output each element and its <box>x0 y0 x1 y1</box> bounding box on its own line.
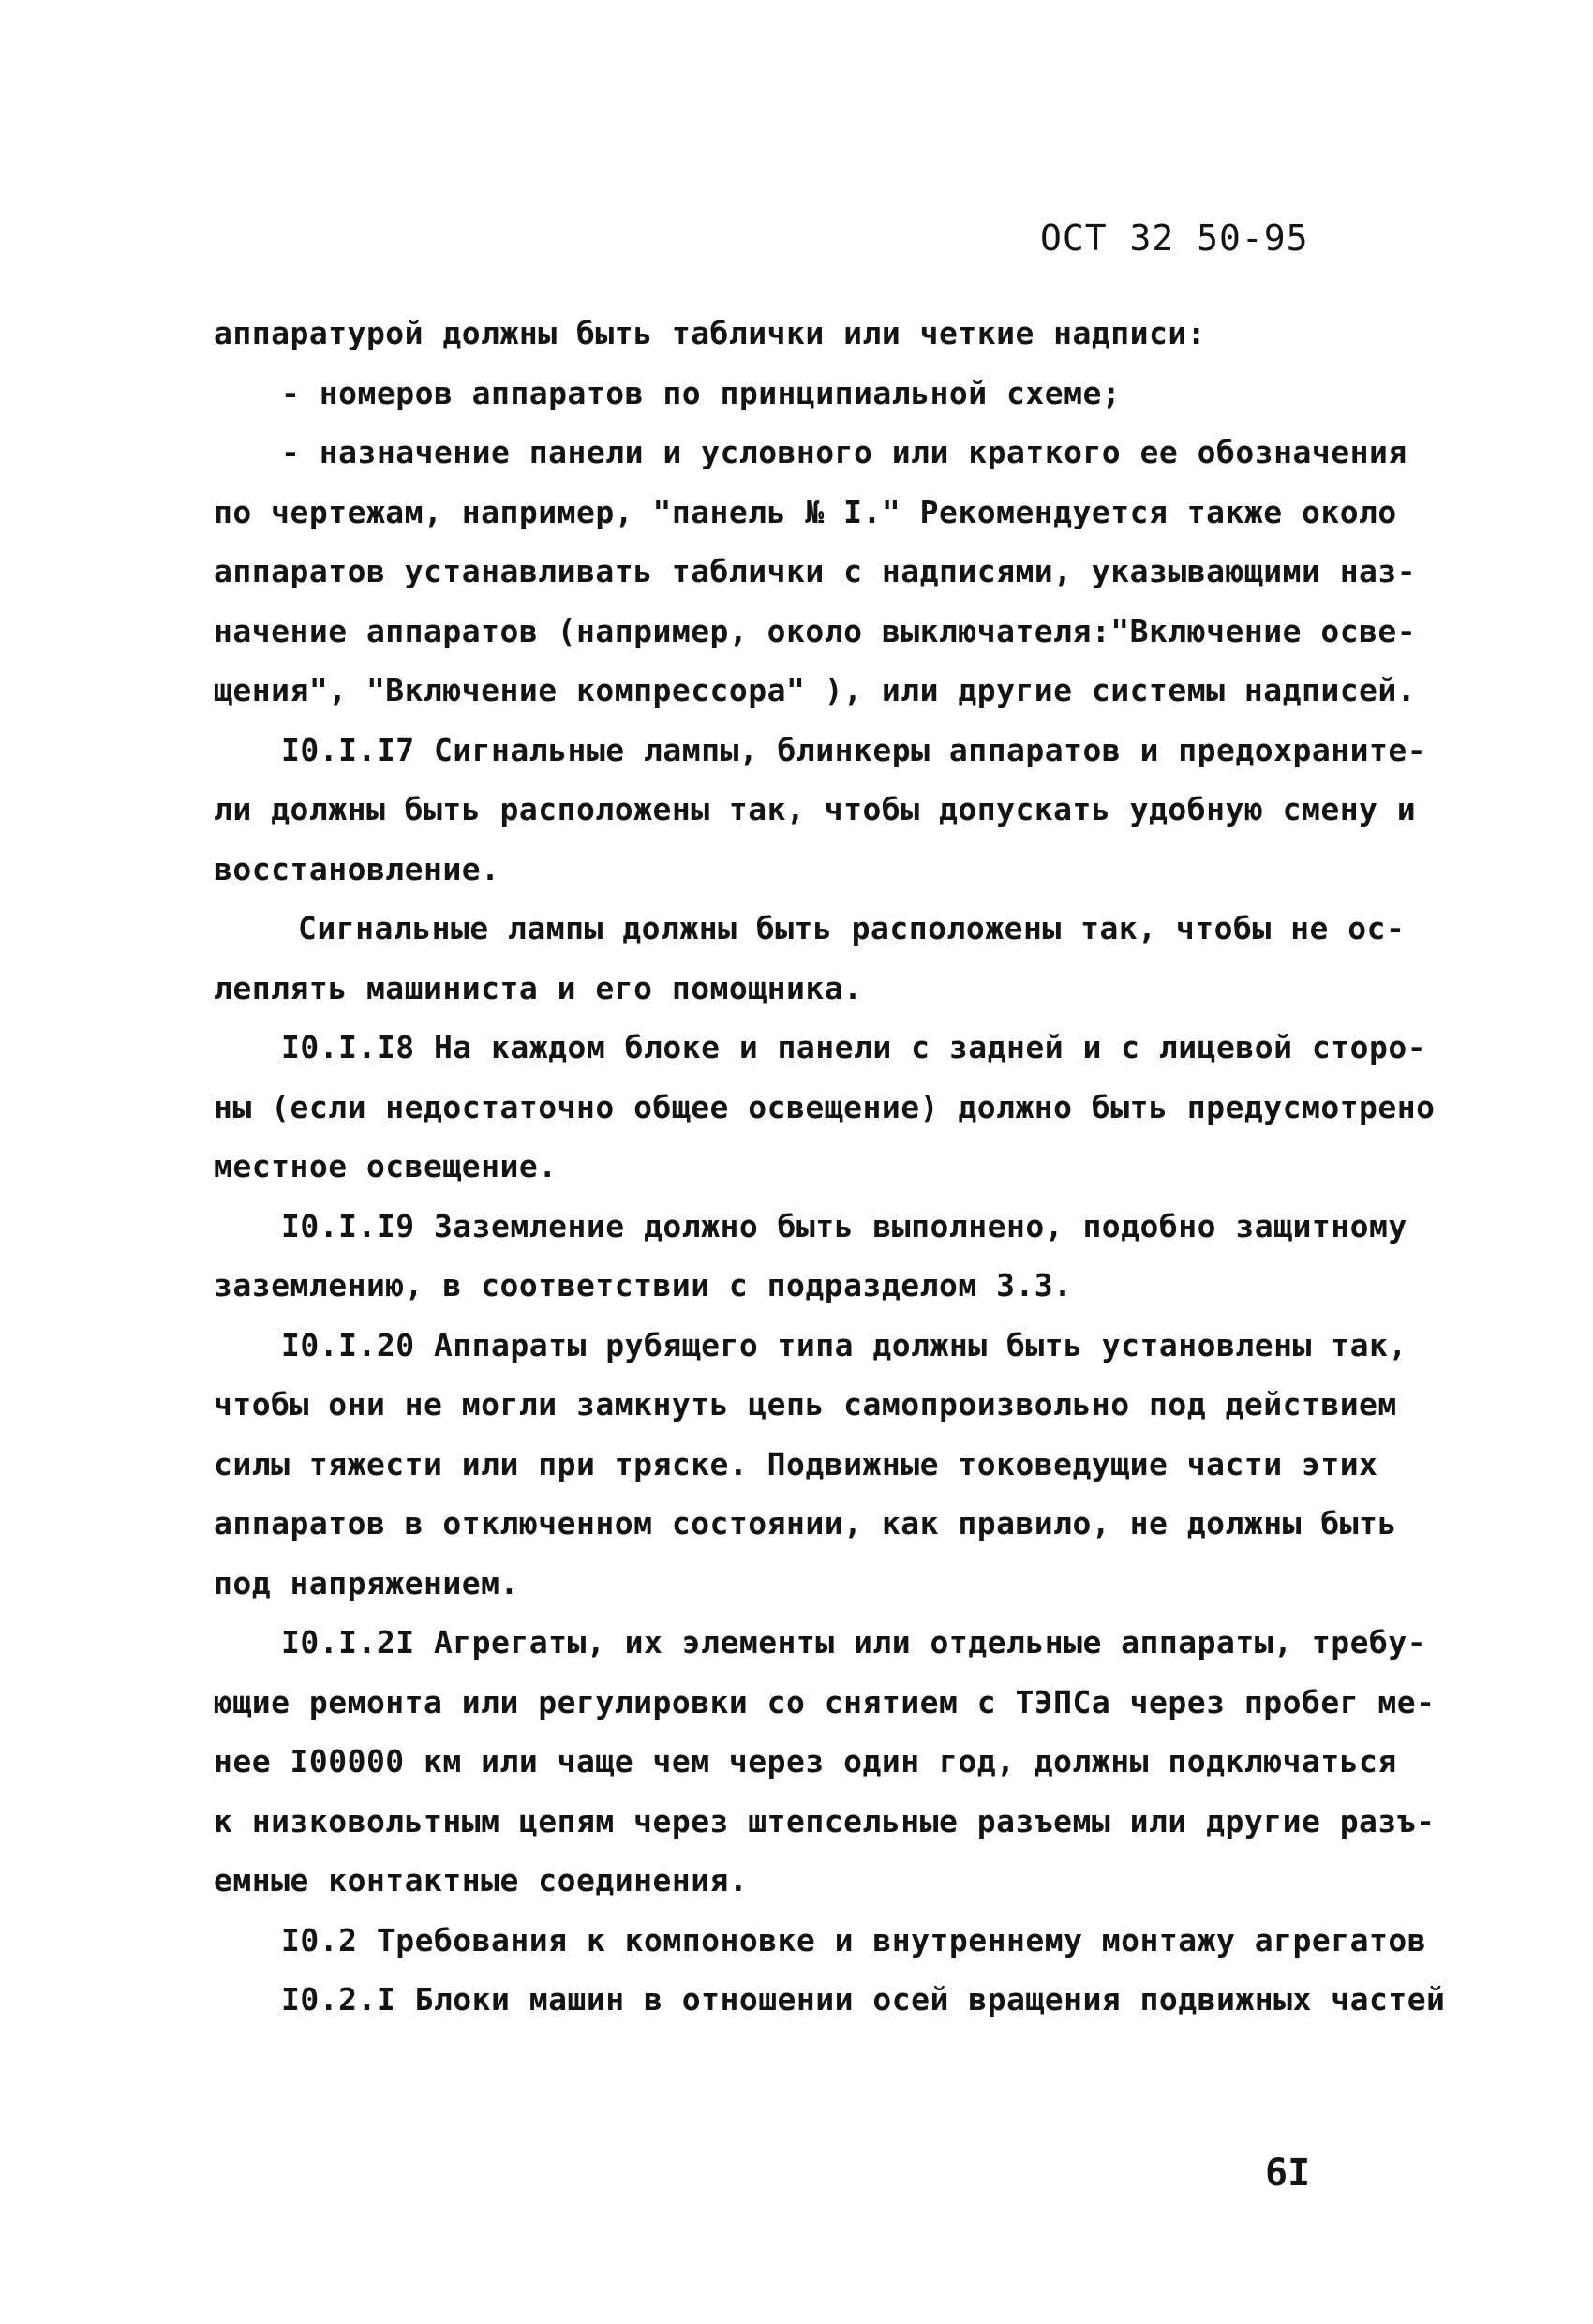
text-line: щения", "Включение компрессора" ), или другие системы надписей. <box>214 672 1417 708</box>
text-line: I0.I.I9 Заземление должно быть выполнено, подобно защитному <box>281 1207 1407 1244</box>
text-line: ли должны быть расположены так, чтобы допускать удобную смену и <box>214 791 1417 827</box>
text-line: I0.I.I8 На каждом блоке и панели с задней и с лицевой сторо- <box>281 1029 1427 1065</box>
page-number: 6I <box>1265 2152 1311 2195</box>
text-line: начение аппаратов (например, около выключателя:"Включение осве- <box>214 612 1417 649</box>
text-line: к низковольтным цепям через штепсельные разъемы или другие разъ- <box>214 1802 1436 1840</box>
text-line: местное освещение. <box>214 1148 558 1184</box>
body-text <box>214 304 1446 2030</box>
text-line: аппаратов в отключенном состоянии, как правило, не должны быть <box>214 1505 1397 1542</box>
text-line: I0.2.I Блоки машин в отношении осей вращения подвижных частей <box>281 1981 1446 2018</box>
text-line: леплять машиниста и его помощника. <box>214 969 863 1006</box>
text-line: I0.I.2I Агрегаты, их элементы или отдельные аппараты, требу- <box>281 1624 1427 1661</box>
text-line: заземлению, в соответствии с подразделом 3.3. <box>214 1267 1073 1304</box>
text-line: ны (если недостаточно общее освещение) должно быть предусмотрено <box>214 1088 1436 1125</box>
text-line: под напряжением. <box>214 1564 519 1601</box>
text-line: - назначение панели и условного или краткого ее обозначения <box>281 434 1407 470</box>
text-line: чтобы они не могли замкнуть цепь самопроизвольно под действием <box>214 1386 1397 1423</box>
text-line: аппаратурой должны быть таблички или четкие надписи: <box>214 315 1207 351</box>
text-line: Сигнальные лампы должны быть расположены так, чтобы не ос- <box>298 910 1406 946</box>
text-line: I0.2 Требования к компоновке и внутреннему монтажу агрегатов <box>281 1921 1427 1959</box>
text-line: восстановление. <box>214 850 500 887</box>
text-line: емные контактные соединения. <box>214 1862 749 1899</box>
document-code: ОСТ 32 50-95 <box>1040 217 1309 259</box>
text-line: I0.I.20 Аппараты рубящего типа должны быть установлены так, <box>281 1326 1407 1363</box>
text-line: - номеров аппаратов по принципиальной схеме; <box>281 374 1122 411</box>
text-line: I0.I.I7 Сигнальные лампы, блинкеры аппаратов и предохраните- <box>281 731 1427 768</box>
text-line: нее I00000 км или чаще чем через один год, должны подключаться <box>214 1743 1397 1780</box>
text-line: по чертежам, например, "панель № I." Рекомендуется также около <box>214 493 1397 530</box>
text-line: силы тяжести или при тряске. Подвижные токоведущие части этих <box>214 1445 1378 1482</box>
text-line: ющие ремонта или регулировки со снятием с ТЭПСа через пробег ме- <box>214 1683 1436 1721</box>
text-line: аппаратов устанавливать таблички с надписями, указывающими наз- <box>214 553 1417 589</box>
